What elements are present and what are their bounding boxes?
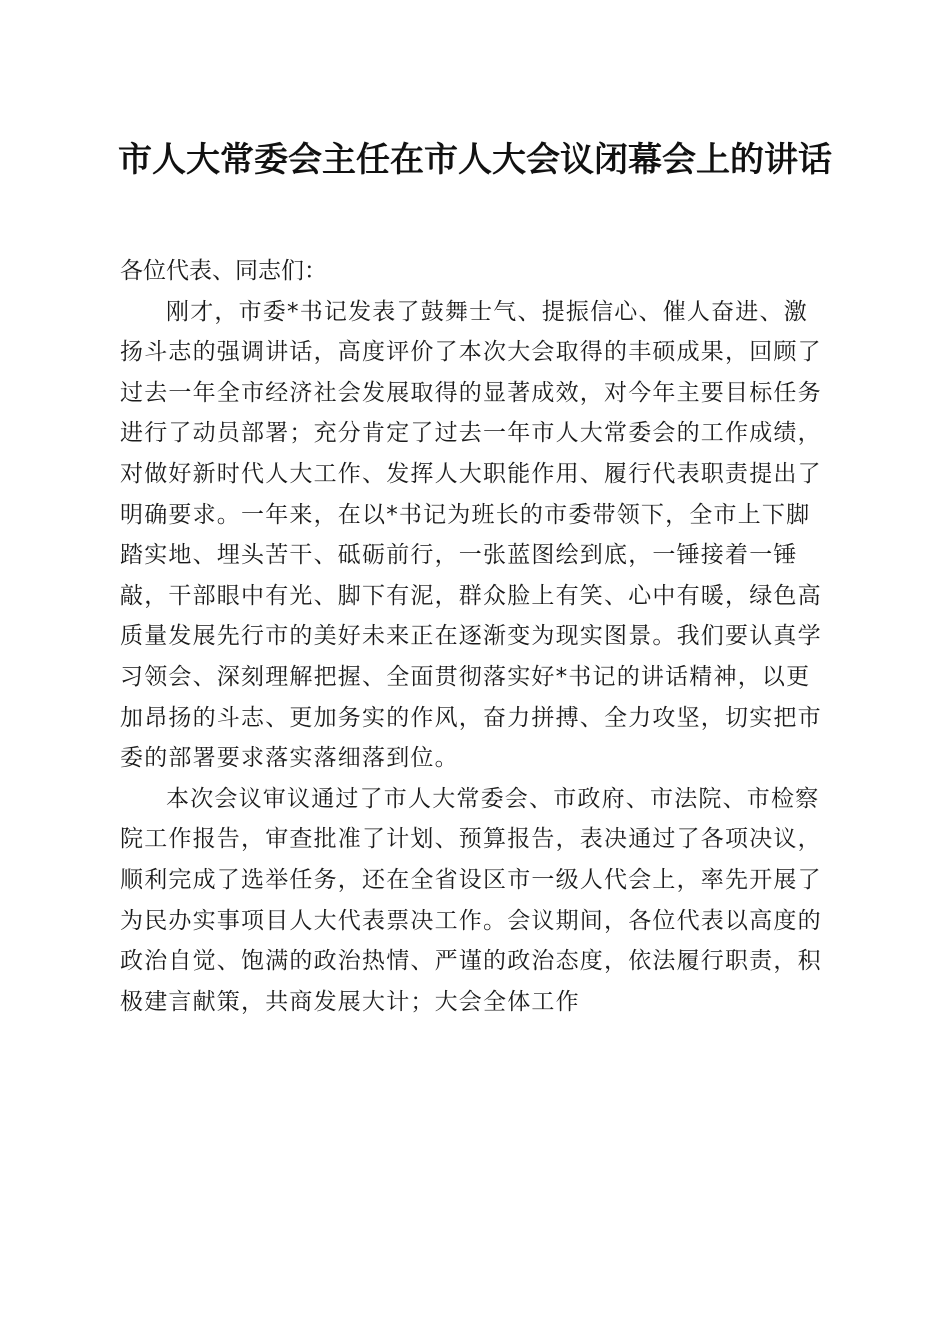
- salutation: 各位代表、同志们：: [120, 258, 327, 284]
- document-body: [120, 251, 832, 1022]
- paragraph-2: 本次会议审议通过了市人大常委会、市政府、市法院、市检察院工作报告，审查批准了计划、预算报告，表决通过了各项决议，顺利完成了选举任务，还在全省设区市一级人代会上，率先开展了为民办实事项目人大代表票决工作。会议期间，各位代表以高度的政治自觉、饱满的政治热情、严谨的政治态度，依法履行职责，积极建言献策，共商发展大计；大会全体工作: [120, 785, 822, 1015]
- document-title: 市人大常委会主任在市人大会议闭幕会上的讲话: [118, 140, 832, 180]
- paragraph-1: 刚才，市委*书记发表了鼓舞士气、提振信心、催人奋进、激扬斗志的强调讲话，高度评价了本次大会取得的丰硕成果，回顾了过去一年全市经济社会发展取得的显著成效，对今年主要目标任务进行了动员部署；充分肯定了过去一年市人大常委会的工作成绩，对做好新时代人大工作、发挥人大职能作用、履行代表职责提出了明确要求。一年来，在以*书记为班长的市委带领下，全市上下脚踏实地、埋头苦干、砥砺前行，一张蓝图绘到底，一锤接着一锤敲，干部眼中有光、脚下有泥，群众脸上有笑、心中有暖，绿色高质量发展先行市的美好未来正在逐渐变为现实图景。我们要认真学习领会、深刻理解把握、全面贯彻落实好*书记的讲话精神，以更加昂扬的斗志、更加务实的作风，奋力拼搏、全力攻坚，切实把市委的部署要求落实落细落到位。: [120, 298, 822, 772]
